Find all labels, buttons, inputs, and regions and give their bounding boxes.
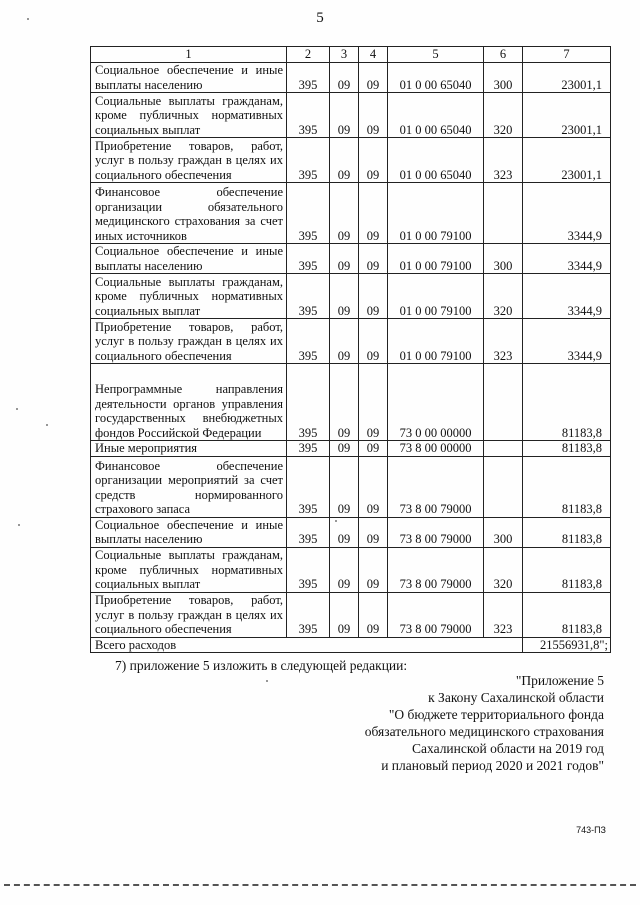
column-header: 6 <box>484 47 523 63</box>
chapter-code-cell: 395 <box>287 517 330 547</box>
expense-type-code-cell: 323 <box>484 138 523 183</box>
subsection-code-cell: 09 <box>359 244 388 274</box>
expense-type-code-cell <box>484 364 523 441</box>
subsection-code-cell: 09 <box>359 547 388 592</box>
subsection-code-cell: 09 <box>359 274 388 319</box>
column-header: 7 <box>523 47 611 63</box>
table-row <box>91 63 611 93</box>
amount-cell: 23001,1 <box>523 138 611 183</box>
chapter-code-cell: 395 <box>287 138 330 183</box>
expense-type-code-cell: 300 <box>484 244 523 274</box>
subsection-code-cell: 09 <box>359 93 388 138</box>
section-code-cell: 09 <box>330 274 359 319</box>
appendix-heading-line: "Приложение 5 <box>515 673 604 688</box>
target-article-code-cell: 01 0 00 65040 <box>388 138 484 183</box>
table-row <box>91 274 611 319</box>
section-code-cell: 09 <box>330 63 359 93</box>
amount-cell: 23001,1 <box>523 93 611 138</box>
column-header: 4 <box>359 47 388 63</box>
expense-type-code-cell: 323 <box>484 319 523 364</box>
row-name-cell: Социальные выплаты гражданам, кроме публичных нормативных социальных выплат <box>91 93 287 138</box>
table-row <box>91 441 611 457</box>
subsection-code-cell: 09 <box>359 441 388 457</box>
chapter-code-cell: 395 <box>287 244 330 274</box>
section-code-cell: 09 <box>330 319 359 364</box>
total-value: 21556931,8"; <box>523 637 611 653</box>
section-code-cell: 09 <box>330 364 359 441</box>
amount-cell: 3344,9 <box>523 319 611 364</box>
table-row <box>91 456 611 517</box>
section-code-cell: 09 <box>330 517 359 547</box>
column-header: 5 <box>388 47 484 63</box>
chapter-code-cell: 395 <box>287 547 330 592</box>
amount-cell: 81183,8 <box>523 517 611 547</box>
table-row <box>91 244 611 274</box>
section-code-cell: 09 <box>330 93 359 138</box>
amount-cell: 3344,9 <box>523 183 611 244</box>
row-name-cell: Приобретение товаров, работ, услуг в пользу граждан в целях их социального обеспечения <box>91 592 287 637</box>
row-name-cell: Непрограммные направления деятельности органов управления государственных внебюджетных фондов Российской Федерации <box>91 364 287 441</box>
section-code-cell: 09 <box>330 441 359 457</box>
chapter-code-cell: 395 <box>287 456 330 517</box>
target-article-code-cell: 73 8 00 79000 <box>388 547 484 592</box>
target-article-code-cell: 01 0 00 65040 <box>388 93 484 138</box>
row-name-cell: Социальное обеспечение и иные выплаты населению <box>91 63 287 93</box>
target-article-code-cell: 01 0 00 65040 <box>388 63 484 93</box>
chapter-code-cell: 395 <box>287 319 330 364</box>
table-row <box>91 592 611 637</box>
subsection-code-cell: 09 <box>359 364 388 441</box>
row-name-cell: Финансовое обеспечение организации мероприятий за счет средств нормированного страхового запаса <box>91 456 287 517</box>
expense-type-code-cell <box>484 456 523 517</box>
row-name-cell: Социальное обеспечение и иные выплаты населению <box>91 244 287 274</box>
table-row <box>91 547 611 592</box>
subsection-code-cell: 09 <box>359 183 388 244</box>
amendment-paragraph: 7) приложение 5 изложить в следующей редакции: <box>115 658 408 673</box>
subsection-code-cell: 09 <box>359 319 388 364</box>
expense-type-code-cell: 300 <box>484 517 523 547</box>
target-article-code-cell: 01 0 00 79100 <box>388 244 484 274</box>
target-article-code-cell: 01 0 00 79100 <box>388 183 484 244</box>
row-name-cell: Иные мероприятия <box>91 441 287 457</box>
amount-cell: 81183,8 <box>523 592 611 637</box>
row-name-cell: Приобретение товаров, работ, услуг в пользу граждан в целях их социального обеспечения <box>91 138 287 183</box>
subsection-code-cell: 09 <box>359 592 388 637</box>
row-name-cell: Социальные выплаты гражданам, кроме публичных нормативных социальных выплат <box>91 274 287 319</box>
table-row <box>91 93 611 138</box>
total-label: Всего расходов <box>91 637 523 653</box>
row-name-cell: Социальные выплаты гражданам, кроме публичных нормативных социальных выплат <box>91 547 287 592</box>
page-number: 5 <box>316 10 324 26</box>
chapter-code-cell: 395 <box>287 63 330 93</box>
total-row <box>91 637 611 653</box>
table-row <box>91 364 611 441</box>
amount-cell: 3344,9 <box>523 274 611 319</box>
appendix-heading-line: Сахалинской области на 2019 год <box>412 741 604 756</box>
appendix-heading-line: "О бюджете территориального фонда <box>388 707 604 722</box>
appendix-heading-line: к Закону Сахалинской области <box>428 690 604 705</box>
section-code-cell: 09 <box>330 547 359 592</box>
section-code-cell: 09 <box>330 244 359 274</box>
target-article-code-cell: 01 0 00 79100 <box>388 274 484 319</box>
chapter-code-cell: 395 <box>287 364 330 441</box>
expense-type-code-cell <box>484 183 523 244</box>
column-header: 3 <box>330 47 359 63</box>
expense-type-code-cell: 323 <box>484 592 523 637</box>
expenditure-table <box>90 46 611 653</box>
expense-type-code-cell <box>484 441 523 457</box>
section-code-cell: 09 <box>330 456 359 517</box>
expense-type-code-cell: 320 <box>484 274 523 319</box>
table-row <box>91 517 611 547</box>
subsection-code-cell: 09 <box>359 517 388 547</box>
section-code-cell: 09 <box>330 592 359 637</box>
expense-type-code-cell: 320 <box>484 547 523 592</box>
target-article-code-cell: 73 0 00 00000 <box>388 364 484 441</box>
expense-type-code-cell: 300 <box>484 63 523 93</box>
amount-cell: 81183,8 <box>523 547 611 592</box>
row-name-cell: Финансовое обеспечение организации обязательного медицинского страхования за счет иных источников <box>91 183 287 244</box>
subsection-code-cell: 09 <box>359 138 388 183</box>
section-code-cell: 09 <box>330 183 359 244</box>
appendix-heading-line: и плановый период 2020 и 2021 годов" <box>381 758 604 773</box>
chapter-code-cell: 395 <box>287 274 330 319</box>
column-header: 1 <box>91 47 287 63</box>
chapter-code-cell: 395 <box>287 441 330 457</box>
amount-cell: 23001,1 <box>523 63 611 93</box>
amount-cell: 3344,9 <box>523 244 611 274</box>
subsection-code-cell: 09 <box>359 456 388 517</box>
table-header-row <box>91 47 611 63</box>
amount-cell: 81183,8 <box>523 364 611 441</box>
table-row <box>91 183 611 244</box>
subsection-code-cell: 09 <box>359 63 388 93</box>
target-article-code-cell: 73 8 00 79000 <box>388 517 484 547</box>
section-code-cell: 09 <box>330 138 359 183</box>
amount-cell: 81183,8 <box>523 441 611 457</box>
document-code: 743-ПЗ <box>576 825 606 835</box>
amount-cell: 81183,8 <box>523 456 611 517</box>
chapter-code-cell: 395 <box>287 592 330 637</box>
target-article-code-cell: 01 0 00 79100 <box>388 319 484 364</box>
table-row <box>91 319 611 364</box>
appendix-heading-line: обязательного медицинского страхования <box>364 724 604 739</box>
target-article-code-cell: 73 8 00 79000 <box>388 592 484 637</box>
target-article-code-cell: 73 8 00 79000 <box>388 456 484 517</box>
chapter-code-cell: 395 <box>287 93 330 138</box>
chapter-code-cell: 395 <box>287 183 330 244</box>
page-bottom-divider <box>4 884 636 886</box>
row-name-cell: Социальное обеспечение и иные выплаты населению <box>91 517 287 547</box>
target-article-code-cell: 73 8 00 00000 <box>388 441 484 457</box>
table-row <box>91 138 611 183</box>
appendix-heading <box>365 672 604 774</box>
column-header: 2 <box>287 47 330 63</box>
row-name-cell: Приобретение товаров, работ, услуг в пользу граждан в целях их социального обеспечения <box>91 319 287 364</box>
expense-type-code-cell: 320 <box>484 93 523 138</box>
